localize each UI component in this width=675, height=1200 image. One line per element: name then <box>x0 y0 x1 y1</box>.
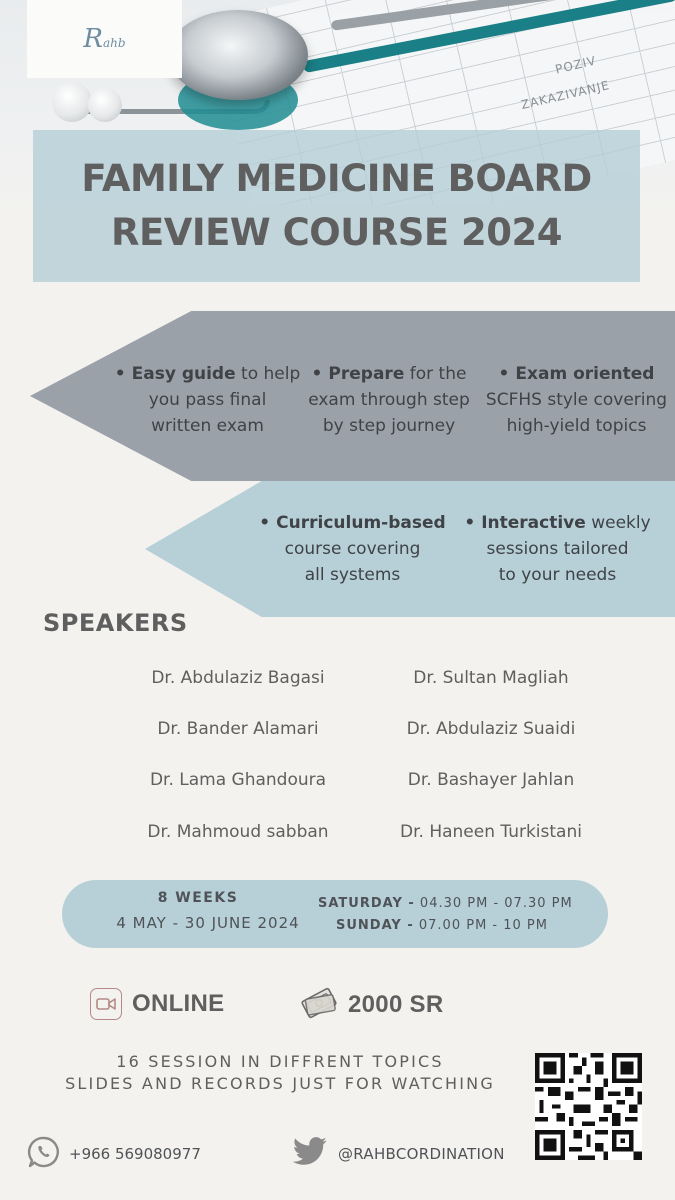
video-camera-icon <box>90 988 122 1020</box>
course-notes: 16 SESSION IN DIFFRENT TOPICS SLIDES AND RECORDS JUST FOR WATCHING <box>65 1052 495 1093</box>
feature-prepare: • Prepare for the exam through step by step journey <box>308 364 470 436</box>
feature-easy-guide: • Easy guide to help you pass final written exam <box>114 364 301 436</box>
phone-contact[interactable] <box>27 1135 201 1173</box>
whatsapp-icon <box>27 1135 61 1173</box>
price-label: 2000 SR <box>348 991 444 1018</box>
page-subtitle: REVIEW COURSE 2024 <box>110 211 563 254</box>
twitter-icon <box>292 1137 328 1171</box>
rahb-logo: Rahb <box>27 0 182 78</box>
speaker-name: Dr. Sultan Magliah <box>413 668 569 688</box>
twitter-handle: @RAHBCORDINATION <box>338 1145 505 1163</box>
paper-text: POZIV <box>553 53 598 77</box>
speaker-name: Dr. Mahmoud sabban <box>147 822 329 842</box>
page-title: FAMILY MEDICINE BOARD <box>81 157 592 200</box>
phone-number: +966 569080977 <box>69 1145 201 1163</box>
speaker-name: Dr. Abdulaziz Bagasi <box>151 668 325 688</box>
title-banner <box>33 130 640 282</box>
speaker-name: Dr. Bashayer Jahlan <box>407 770 575 790</box>
feature-interactive: • Interactive weekly sessions tailored to your needs <box>464 513 651 585</box>
paper-text: ZAKAZIVANJE <box>519 77 612 113</box>
course-duration: 8 WEEKS <box>157 890 239 906</box>
schedule-sunday: SUNDAY - 07.00 PM - 10 PM <box>336 918 548 933</box>
schedule-saturday: SATURDAY - 04.30 PM - 07.30 PM <box>318 896 573 911</box>
stethoscope-image <box>168 10 308 100</box>
qr-code[interactable] <box>535 1053 642 1160</box>
course-price <box>300 985 444 1025</box>
online-label: ONLINE <box>132 990 225 1017</box>
money-icon <box>300 985 338 1025</box>
speaker-name: Dr. Lama Ghandoura <box>149 770 327 790</box>
speaker-name: Dr. Bander Alamari <box>157 719 319 739</box>
twitter-contact[interactable] <box>292 1137 505 1171</box>
mode-online <box>90 988 224 1020</box>
feature-exam-oriented: • Exam oriented SCFHS style covering high-yield topics <box>485 364 668 436</box>
feature-curriculum: • Curriculum-based course covering all systems <box>259 513 446 585</box>
speaker-name: Dr. Abdulaziz Suaidi <box>406 719 576 739</box>
speaker-name: Dr. Haneen Turkistani <box>400 822 582 842</box>
course-dates: 4 MAY - 30 JUNE 2024 <box>116 914 300 932</box>
speakers-heading: SPEAKERS <box>43 609 188 637</box>
schedule-pill <box>62 880 608 948</box>
